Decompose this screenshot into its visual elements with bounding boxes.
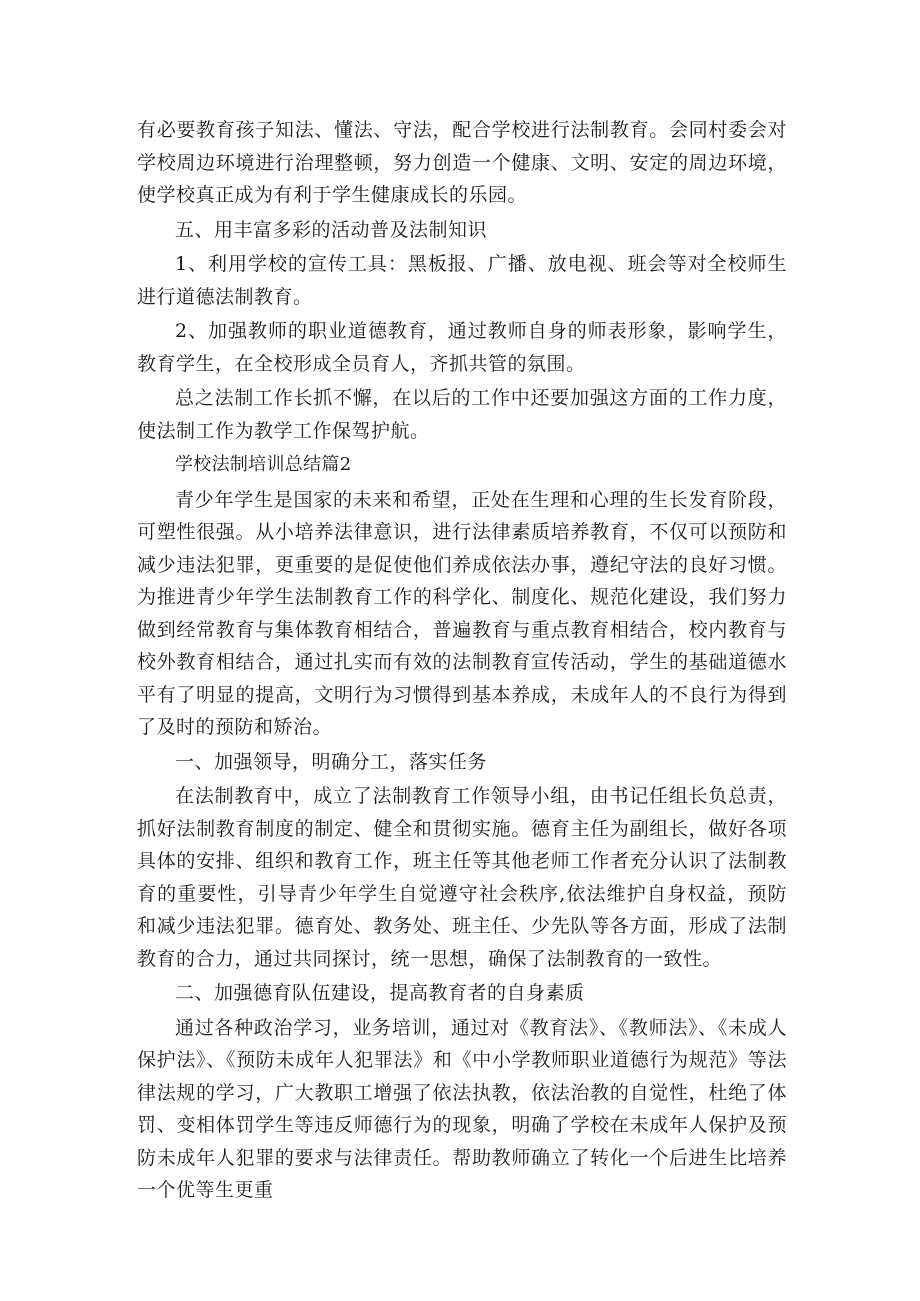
- section-heading-2: 二、加强德育队伍建设，提高教育者的自身素质: [175, 982, 585, 1004]
- paragraph-item-2: 2、加强教师的职业道德教育，通过教师自身的师表形象，影响学生，教育学生，在全校形成全员育人，齐抓共管的氛围。: [137, 320, 787, 375]
- section-heading-5: 五、用丰富多彩的活动普及法制知识: [175, 218, 488, 241]
- paragraph-leadership: 在法制教育中，成立了法制教育工作领导小组，由书记任组长负总责，抓好法制教育制度的制定、健全和贯彻实施。德育主任为副组长，做好各项具体的安排、组织和教育工作，班主任等其他老师工作者充分认识了法制教育的重要性，引导青少年学生自觉遵守社会秩序,依法维护自身权益，预防和减少违法犯罪。德育处、教务处、班主任、少先队等各方面，形成了法制教育的合力，通过共同探讨，统一思想，确保了法制教育的一致性。: [137, 785, 787, 970]
- paragraph-intro: 青少年学生是国家的未来和希望，正处在生理和心理的生长发育阶段，可塑性很强。从小培养法律意识，进行法律素质培养教育，不仅可以预防和减少违法犯罪，更重要的是促使他们养成依法办事，遵纪守法的良好习惯。为推进青少年学生法制教育工作的科学化、制度化、规范化建设，我们努力做到经常教育与集体教育相结合，普遍教育与重点教育相结合，校内教育与校外教育相结合，通过扎实而有效的法制教育宣传活动，学生的基础道德水平有了明显的提高，文明行为习惯得到基本养成，未成年人的不良行为得到了及时的预防和矫治。: [137, 488, 787, 738]
- document-body: [137, 114, 787, 1209]
- section-heading-1: 一、加强领导，明确分工，落实任务: [175, 750, 488, 773]
- paragraph-training: 通过各种政治学习，业务培训，通过对《教育法》、《教师法》、《未成人保护法》、《预防未成年人犯罪法》和《中小学教师职业道德行为规范》等法律法规的学习，广大教职工增强了依法执教，依法治教的自觉性，杜绝了体罚、变相体罚学生等违反师德行为的现象，明确了学校在未成年人保护及预防未成年人犯罪的要求与法律责任。帮助教师确立了转化一个后进生比培养一个优等生更重: [137, 1016, 787, 1201]
- paragraph-1: 有必要教育孩子知法、懂法、守法，配合学校进行法制教育。会同村委会对学校周边环境进行治理整顿，努力创造一个健康、文明、安定的周边环境，使学校真正成为有利于学生健康成长的乐园。: [137, 119, 787, 206]
- paragraph-summary: 总之法制工作长抓不懈，在以后的工作中还要加强这方面的工作力度，使法制工作为教学工作保驾护航。: [137, 387, 787, 442]
- paragraph-item-1: 1、利用学校的宣传工具：黑板报、广播、放电视、班会等对全校师生进行道德法制教育。: [137, 253, 787, 308]
- article-subtitle: 学校法制培训总结篇2: [175, 454, 352, 475]
